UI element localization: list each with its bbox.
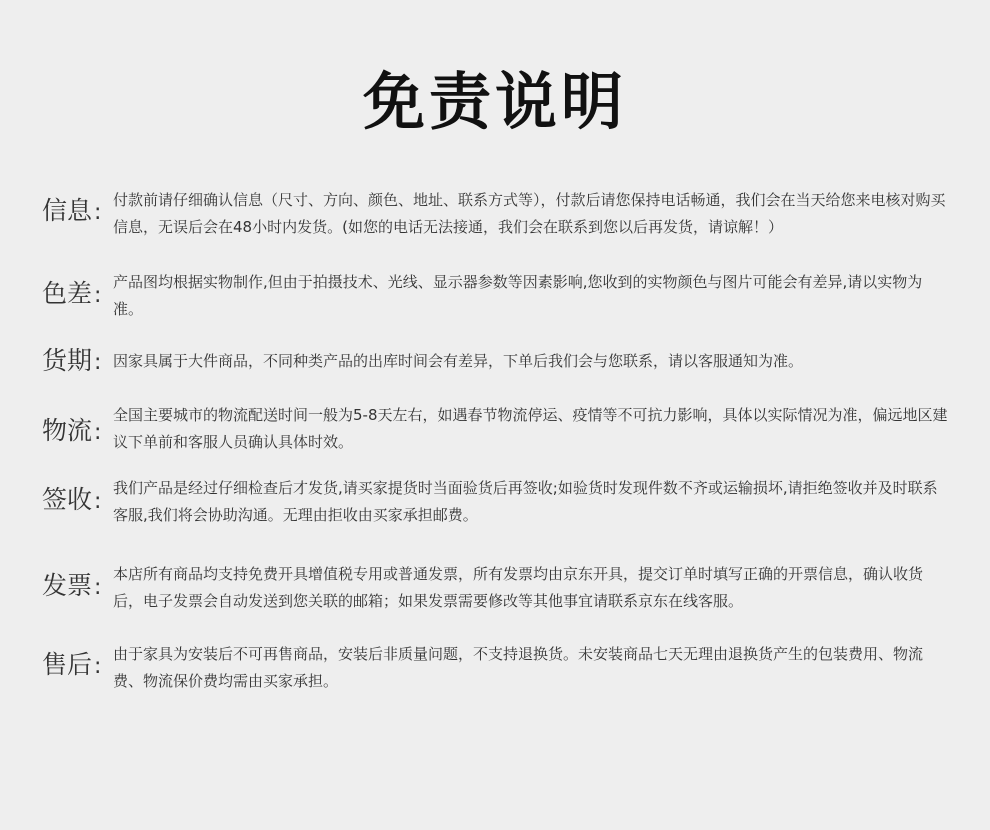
section-label <box>42 485 101 517</box>
page-title: 免责说明 <box>362 65 627 138</box>
section-label <box>42 571 101 603</box>
section-text: 付款前请仔细确认信息（尺寸、方向、颜色、地址、联系方式等），付款后请您保持电话畅通，我们会在当天给您来电核对购买信息，无误后会在48小时内发货。(如您的电话无法接通，我们会在联系到您以后再发货，请谅解！） <box>113 191 946 236</box>
section-text: 因家具属于大件商品，不同种类产品的出库时间会有差异，下单后我们会与您联系，请以客服通知为准。 <box>113 352 804 370</box>
section-label-colon: : <box>94 283 102 308</box>
section-label <box>42 416 101 448</box>
section-text: 由于家具为安装后不可再售商品，安装后非质量问题，不支持退换货。未安装商品七天无理由退换货产生的包装费用、物流费、物流保价费均需由买家承担。 <box>113 645 924 690</box>
section-label <box>42 196 101 228</box>
section-label-colon: : <box>94 489 102 514</box>
section-label-text: 信息 <box>42 196 93 225</box>
section-text: 我们产品是经过仔细检查后才发货,请买家提货时当面验货后再签收;如验货时发现件数不齐或运输损坏,请拒绝签收并及时联系客服,我们将会协助沟通。无理由拒收由买家承担邮费。 <box>113 479 938 524</box>
section-label-colon: : <box>94 575 102 600</box>
section-label-text: 色差 <box>42 279 93 308</box>
section-label-text: 货期 <box>42 346 93 375</box>
section-label-colon: : <box>94 654 102 679</box>
section-label-text: 售后 <box>42 650 93 679</box>
section-label <box>42 279 101 311</box>
section-text: 本店所有商品均支持免费开具增值税专用或普通发票，所有发票均由京东开具，提交订单时填写正确的开票信息，确认收货后，电子发票会自动发送到您关联的邮箱；如果发票需要修改等其他事宜请联系京东在线客服。 <box>113 565 924 610</box>
section-label-text: 签收 <box>42 485 93 514</box>
section-label-text: 物流 <box>42 416 93 445</box>
section-text: 全国主要城市的物流配送时间一般为5-8天左右，如遇春节物流停运、疫情等不可抗力影响，具体以实际情况为准，偏远地区建议下单前和客服人员确认具体时效。 <box>113 406 948 451</box>
section-label-colon: : <box>94 200 102 225</box>
section-label-colon: : <box>94 420 102 445</box>
section-text: 产品图均根据实物制作,但由于拍摄技术、光线、显示器参数等因素影响,您收到的实物颜色与图片可能会有差异,请以实物为准。 <box>113 273 923 318</box>
section-label-text: 发票 <box>42 571 93 600</box>
section-label <box>42 650 101 682</box>
section-label <box>42 346 101 378</box>
section-label-colon: : <box>94 350 102 375</box>
